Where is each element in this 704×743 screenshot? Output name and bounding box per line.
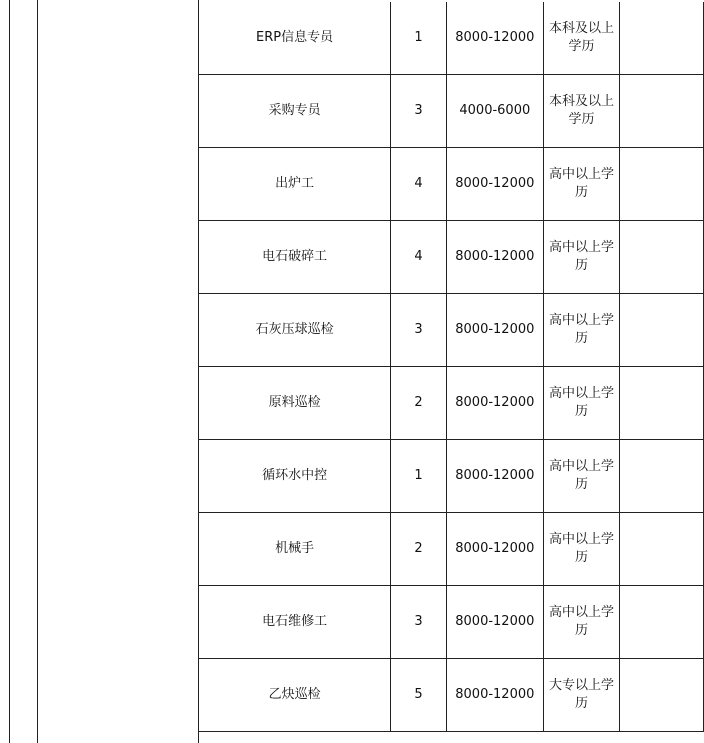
table-row	[199, 2, 704, 75]
table-row	[199, 148, 704, 221]
education-cell: 大专以上学历	[543, 659, 620, 732]
position-cell: 石灰压球巡检	[199, 294, 391, 367]
position-cell: 循环水中控	[199, 440, 391, 513]
position-cell: 原料巡检	[199, 367, 391, 440]
table-row	[199, 513, 704, 586]
table-row	[199, 294, 704, 367]
headcount-cell: 1	[391, 2, 447, 75]
salary-cell: 8000-12000	[446, 659, 543, 732]
salary-cell: 8000-12000	[446, 586, 543, 659]
salary-cell: 8000-12000	[446, 294, 543, 367]
table-row	[199, 367, 704, 440]
note-cell	[620, 221, 704, 294]
note-cell	[620, 148, 704, 221]
position-cell: 电石维修工	[199, 586, 391, 659]
salary-cell: 8000-12000	[446, 367, 543, 440]
position-cell: 机械手	[199, 513, 391, 586]
table-row	[199, 221, 704, 294]
headcount-cell: 4	[391, 148, 447, 221]
position-cell: 出炉工	[199, 148, 391, 221]
table-row	[199, 659, 704, 732]
note-cell	[620, 367, 704, 440]
position-cell: 电石破碎工	[199, 221, 391, 294]
headcount-cell: 2	[391, 513, 447, 586]
company-column-left-border	[37, 0, 38, 743]
salary-cell: 4000-6000	[446, 75, 543, 148]
education-cell: 高中以上学历	[543, 367, 620, 440]
headcount-cell: 2	[391, 367, 447, 440]
headcount-cell: 1	[391, 440, 447, 513]
table-row	[199, 586, 704, 659]
job-rows	[199, 2, 704, 732]
position-cell: 乙炔巡检	[199, 659, 391, 732]
salary-cell: 8000-12000	[446, 148, 543, 221]
table-row	[199, 440, 704, 513]
note-cell	[620, 75, 704, 148]
headcount-cell: 3	[391, 75, 447, 148]
education-cell: 高中以上学历	[543, 513, 620, 586]
salary-cell: 8000-12000	[446, 513, 543, 586]
left-border-line	[9, 0, 10, 743]
salary-cell: 8000-12000	[446, 2, 543, 75]
education-cell: 高中以上学历	[543, 148, 620, 221]
table-row	[199, 75, 704, 148]
salary-cell: 8000-12000	[446, 440, 543, 513]
education-cell: 高中以上学历	[543, 294, 620, 367]
job-openings-table	[198, 2, 704, 732]
education-cell: 高中以上学历	[543, 221, 620, 294]
note-cell	[620, 294, 704, 367]
note-cell	[620, 659, 704, 732]
education-cell: 本科及以上学历	[543, 75, 620, 148]
note-cell	[620, 440, 704, 513]
headcount-cell: 5	[391, 659, 447, 732]
note-cell	[620, 2, 704, 75]
headcount-cell: 3	[391, 586, 447, 659]
headcount-cell: 4	[391, 221, 447, 294]
education-cell: 高中以上学历	[543, 440, 620, 513]
salary-cell: 8000-12000	[446, 221, 543, 294]
headcount-cell: 3	[391, 294, 447, 367]
position-cell: 采购专员	[199, 75, 391, 148]
note-cell	[620, 513, 704, 586]
position-cell: ERP信息专员	[199, 2, 391, 75]
note-cell	[620, 586, 704, 659]
education-cell: 高中以上学历	[543, 586, 620, 659]
education-cell: 本科及以上学历	[543, 2, 620, 75]
